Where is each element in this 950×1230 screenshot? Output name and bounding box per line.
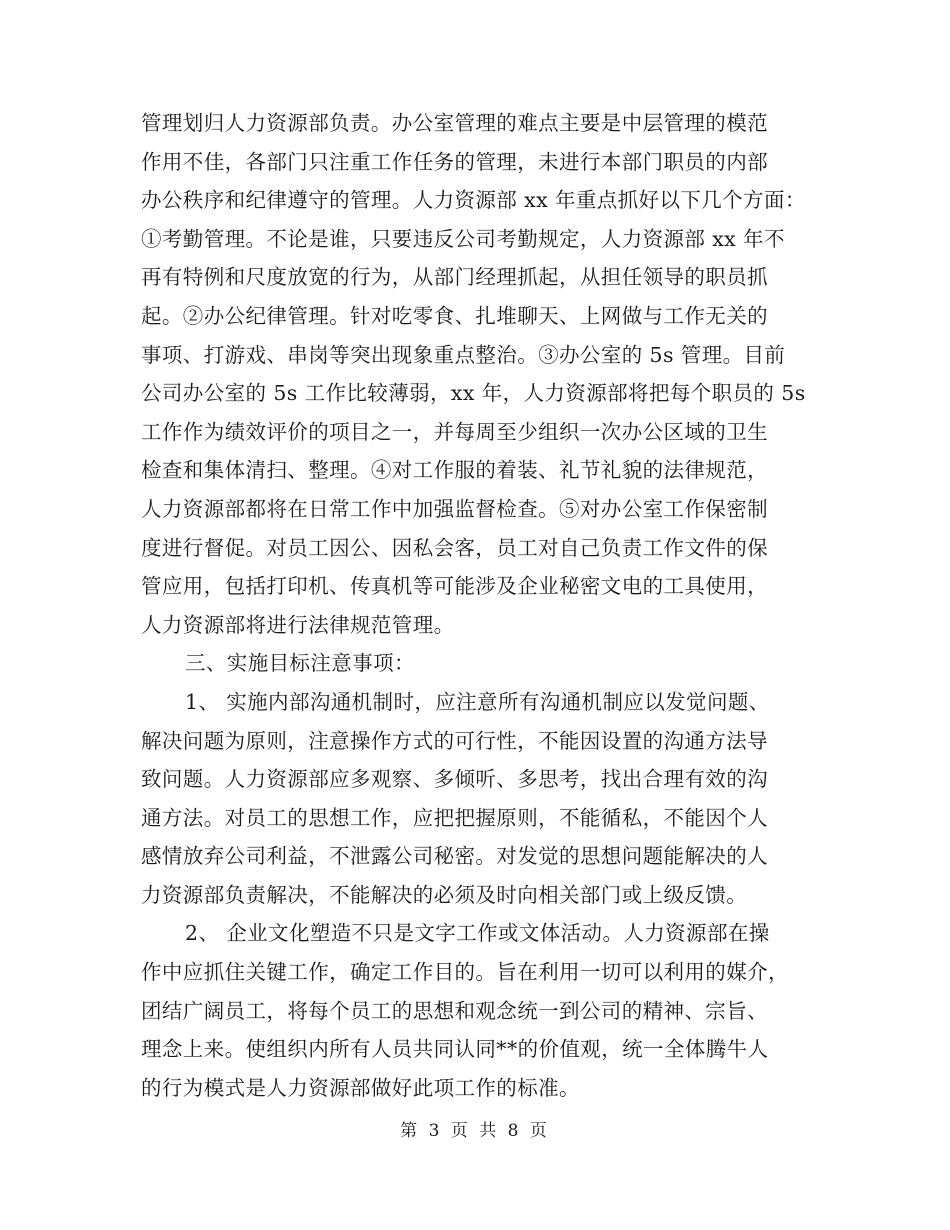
text-line: ①考勤管理。不论是谁，只要违反公司考勤规定，人力资源部 xx 年不 [141, 226, 785, 251]
text-line: 事项、打游戏、串岗等突出现象重点整治。③办公室的 5s 管理。目前 [141, 342, 786, 367]
text-line: 办公秩序和纪律遵守的管理。人力资源部 xx 年重点抓好以下几个方面： [141, 188, 806, 213]
text-line: 作中应抓住关键工作，确定工作目的。旨在利用一切可以利用的媒介， [141, 960, 789, 985]
text-line: 通方法。对员工的思想工作，应把把握原则，不能循私，不能因个人 [141, 805, 768, 830]
text-line: 作用不佳，各部门只注重工作任务的管理，未进行本部门职员的内部 [141, 149, 768, 174]
page-footer: 第 3 页 共 8 页 [400, 1121, 550, 1141]
text-line: 度进行督促。对员工因公、因私会客，员工对自己负责工作文件的保 [141, 535, 768, 560]
text-line: 理念上来。使组织内所有人员共同认同**的价值观，统一全体腾牛人 [141, 1037, 769, 1062]
section-heading: 三、实施目标注意事项： [185, 651, 415, 676]
text-line: 人力资源部都将在日常工作中加强监督检查。⑤对办公室工作保密制 [141, 496, 768, 521]
text-line: 管理划归人力资源部负责。办公室管理的难点主要是中层管理的模范 [141, 111, 768, 135]
text-line: 解决问题为原则，注意操作方式的可行性，不能因设置的沟通方法导 [141, 728, 768, 753]
text-line: 公司办公室的 5s 工作比较薄弱，xx 年，人力资源部将把每个职员的 5s [141, 381, 806, 406]
document-body [141, 104, 821, 1107]
text-line: 的行为模式是人力资源部做好此项工作的标准。 [141, 1075, 580, 1100]
text-line: 感情放弃公司利益，不泄露公司秘密。对发觉的思想问题能解决的人 [141, 844, 768, 869]
text-line: 力资源部负责解决，不能解决的必须及时向相关部门或上级反馈。 [141, 882, 748, 907]
text-line: 1、 实施内部沟通机制时，应注意所有沟通机制应以发觉问题、 [185, 689, 770, 714]
text-line: 起。②办公纪律管理。针对吃零食、扎堆聊天、上网做与工作无关的 [141, 303, 768, 328]
text-line: 检查和集体清扫、整理。④对工作服的着装、礼节礼貌的法律规范， [141, 458, 768, 483]
text-line: 管应用，包括打印机、传真机等可能涉及企业秘密文电的工具使用， [141, 574, 768, 599]
text-line: 工作作为绩效评价的项目之一，并每周至少组织一次办公区域的卫生 [141, 419, 768, 444]
text-line: 团结广阔员工，将每个员工的思想和观念统一到公司的精神、宗旨、 [141, 998, 768, 1023]
text-line: 再有特例和尺度放宽的行为，从部门经理抓起，从担任领导的职员抓 [141, 265, 768, 290]
text-line: 人力资源部将进行法律规范管理。 [141, 612, 455, 637]
text-line: 致问题。人力资源部应多观察、多倾听、多思考，找出合理有效的沟 [141, 767, 768, 792]
text-line: 2、 企业文化塑造不只是文字工作或文体活动。人力资源部在操 [185, 921, 770, 946]
